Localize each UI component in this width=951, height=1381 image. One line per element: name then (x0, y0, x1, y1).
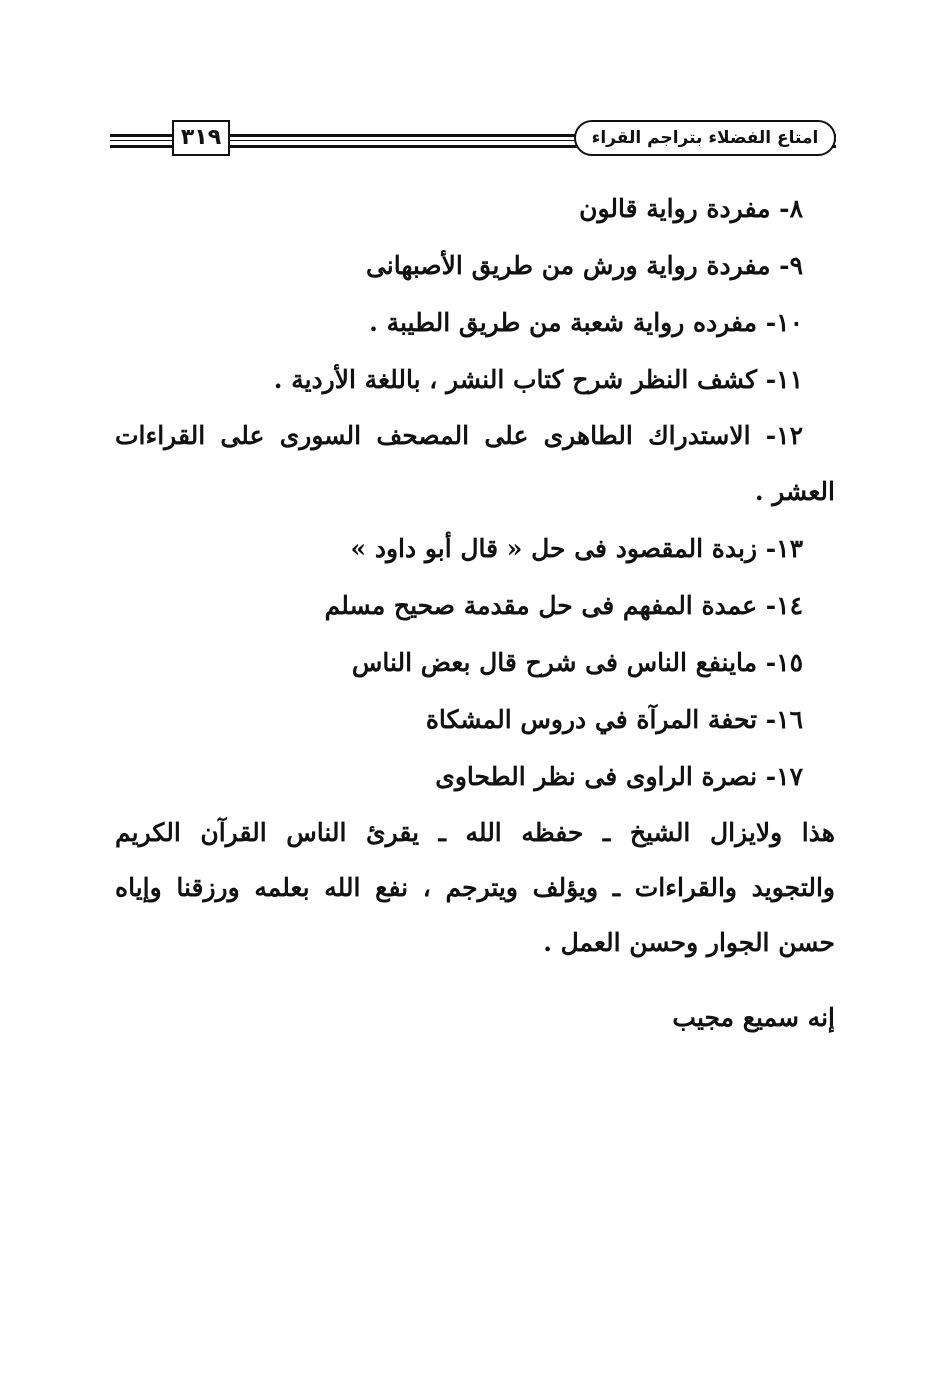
paragraph-line: هذا ولايزال الشيخ ـ حفظه الله ـ يقرئ الناس القرآن الكريم (115, 818, 835, 847)
list-item (115, 408, 835, 520)
list-item: ١٥- ماينفع الناس فى شرح قال بعض الناس (351, 648, 803, 677)
paragraph-line: حسن الجوار وحسن العمل . (543, 928, 835, 957)
list-item: ٩- مفردة رواية ورش من طريق الأصبهانى (365, 251, 803, 280)
paragraph-line: والتجويد والقراءات ـ ويؤلف ويترجم ، نفع الله بعلمه ورزقنا وإياه (115, 873, 835, 902)
list-item: ١٣- زبدة المقصود فى حل « قال أبو داود » (350, 534, 803, 563)
list-item: ١١- كشف النظر شرح كتاب النشر ، باللغة الأردية . (273, 365, 803, 394)
list-item: ١٠- مفرده رواية شعبة من طريق الطيبة . (369, 308, 803, 337)
page-number: ٣١٩ (172, 120, 230, 156)
running-title: امتاع الفضلاء بتراجم القراء (574, 120, 836, 156)
closing-prayer: إنه سميع مجيب (672, 1003, 835, 1032)
list-item: ١٧- نصرة الراوى فى نظر الطحاوى (435, 762, 803, 791)
closing-paragraph (115, 805, 835, 970)
page-content (115, 180, 835, 1046)
list-item: ١٤- عمدة المفهم فى حل مقدمة صحيح مسلم (324, 591, 803, 620)
list-item: ٨- مفردة رواية قالون (579, 194, 803, 223)
list-item-continuation: العشر . (754, 477, 835, 506)
list-item: ١٦- تحفة المرآة في دروس المشكاة (425, 705, 803, 734)
page-header (110, 118, 836, 164)
list-item-text: ١٢- الاستدراك الطاهرى على المصحف السورى على القراءات (115, 421, 803, 450)
